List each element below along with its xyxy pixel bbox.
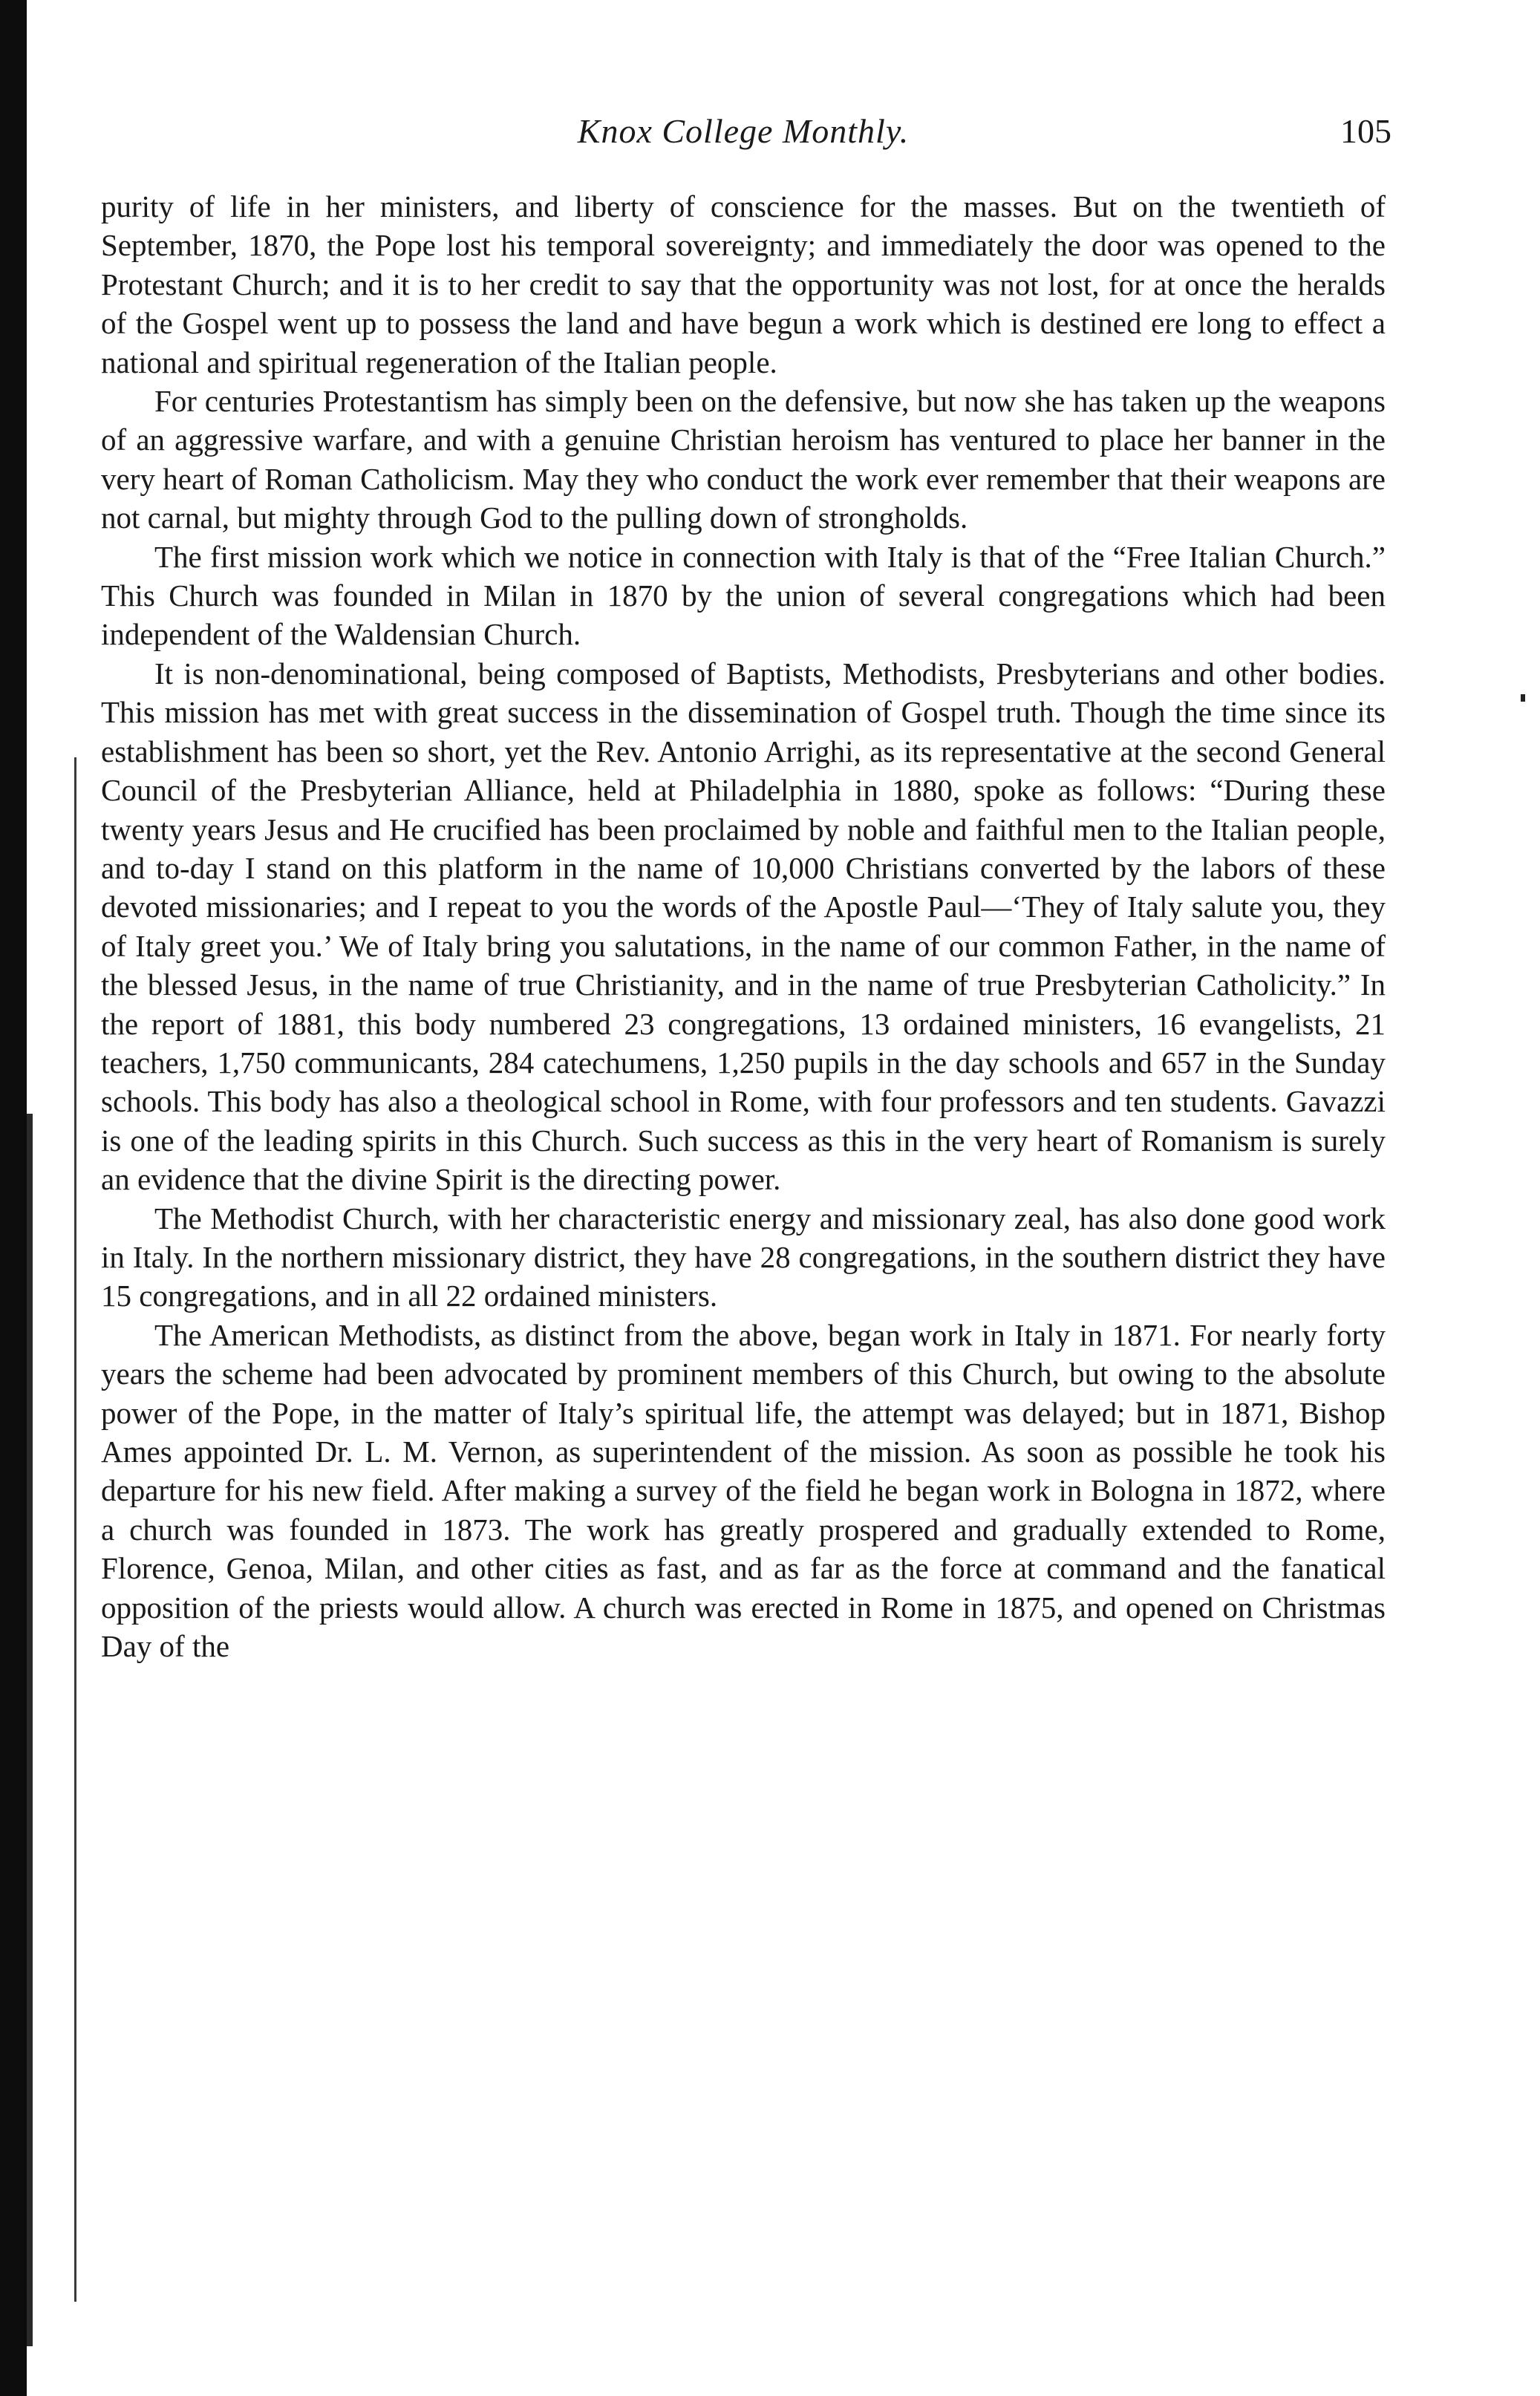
paragraph-non-denominational: It is non-denominational, being composed of Baptists, Methodists, Presbyterians and other bodies. This mission has met with great success in the dissemination of Gospel truth. Though the time since its establishment has been so short, yet the Rev. Antonio Arrighi, as its representative at the second General Council of the Presbyterian Alliance, held at Philadelphia in 1880, spoke as follows: “During these twenty years Jesus and He crucified has been proclaimed by noble and faithful men to the Italian people, and to-day I stand on this platform in the name of 10,000 Christians converted by the labors of these devoted missionaries; and I repeat to you the words of the Apostle Paul—‘They of Italy salute you, they of Italy greet you.’ We of Italy bring you salutations, in the name of our common Father, in the name of the blessed Jesus, in the name of true Christianity, and in the name of true Presbyterian Catholicity.” In the report of 1881, this body numbered 23 congregations, 13 ordained ministers, 16 evangelists, 21 teachers, 1,750 communicants, 284 catechumens, 1,250 pupils in the day schools and 657 in the Sunday schools. This body has also a theological school in Rome, with four professors and ten students. Gavazzi is one of the leading spirits in this Church. Such success as this in the very heart of Romanism is surely an evidence that the divine Spirit is the directing power.: [101, 656, 1386, 1197]
paragraph-methodist-church: The Methodist Church, with her characteristic energy and missionary zeal, has also done good work in Italy. In the northern missionary district, they have 28 congregations, in the southern district they have 15 congregations, and in all 22 ordained ministers.: [101, 1201, 1386, 1313]
margin-rule: [74, 757, 76, 2302]
paragraph-american-methodists: The American Methodists, as distinct from the above, began work in Italy in 1871. For nearly forty years the scheme had been advocated by prominent members of this Church, but owing to the absolute power of the Pope, in the matter of Italy’s spiritual life, the attempt was delayed; but in 1871, Bishop Ames appointed Dr. L. M. Vernon, as superintendent of the mission. As soon as possible he took his departure for his new field. After making a survey of the field he began work in Bologna in 1872, where a church was founded in 1873. The work has greatly prospered and gradually extended to Rome, Florence, Genoa, Milan, and other cities as fast, and as far as the force at command and the fanatical opposition of the priests would allow. A church was erected in Rome in 1875, and opened on Christmas Day of the: [101, 1317, 1386, 1664]
page-content: [101, 111, 1391, 1665]
binding-edge: [0, 0, 27, 2396]
paragraph-free-italian-church: The first mission work which we notice in connection with Italy is that of the “Free Italian Church.” This Church was founded in Milan in 1870 by the union of several congregations which had been independent of the Waldensian Church.: [101, 539, 1386, 652]
paragraph-protestantism: For centuries Protestantism has simply been on the defensive, but now she has taken up the weapons of an aggressive warfare, and with a genuine Christian heroism has ventured to place her banner in the very heart of Roman Catholicism. May they who conduct the work ever remember that their weapons are not carnal, but mighty through God to the pulling down of strongholds.: [101, 384, 1386, 535]
page-number: 105: [1340, 112, 1391, 150]
running-title: Knox College Monthly.: [577, 112, 910, 150]
paragraph-continuation: purity of life in her ministers, and liberty of conscience for the masses. But on the twentieth of September, 1870, the Pope lost his temporal sovereignty; and immediately the door was opened to the Protestant Church; and it is to her credit to say that the opportunity was not lost, for at once the heralds of the Gospel went up to possess the land and have begun a work which is destined ere long to effect a national and spiritual regeneration of the Italian people.: [101, 189, 1386, 379]
binding-shadow: [27, 1114, 33, 2346]
running-head: [101, 111, 1391, 171]
stray-ink-mark: [1521, 694, 1525, 702]
text-body: [101, 187, 1386, 1665]
